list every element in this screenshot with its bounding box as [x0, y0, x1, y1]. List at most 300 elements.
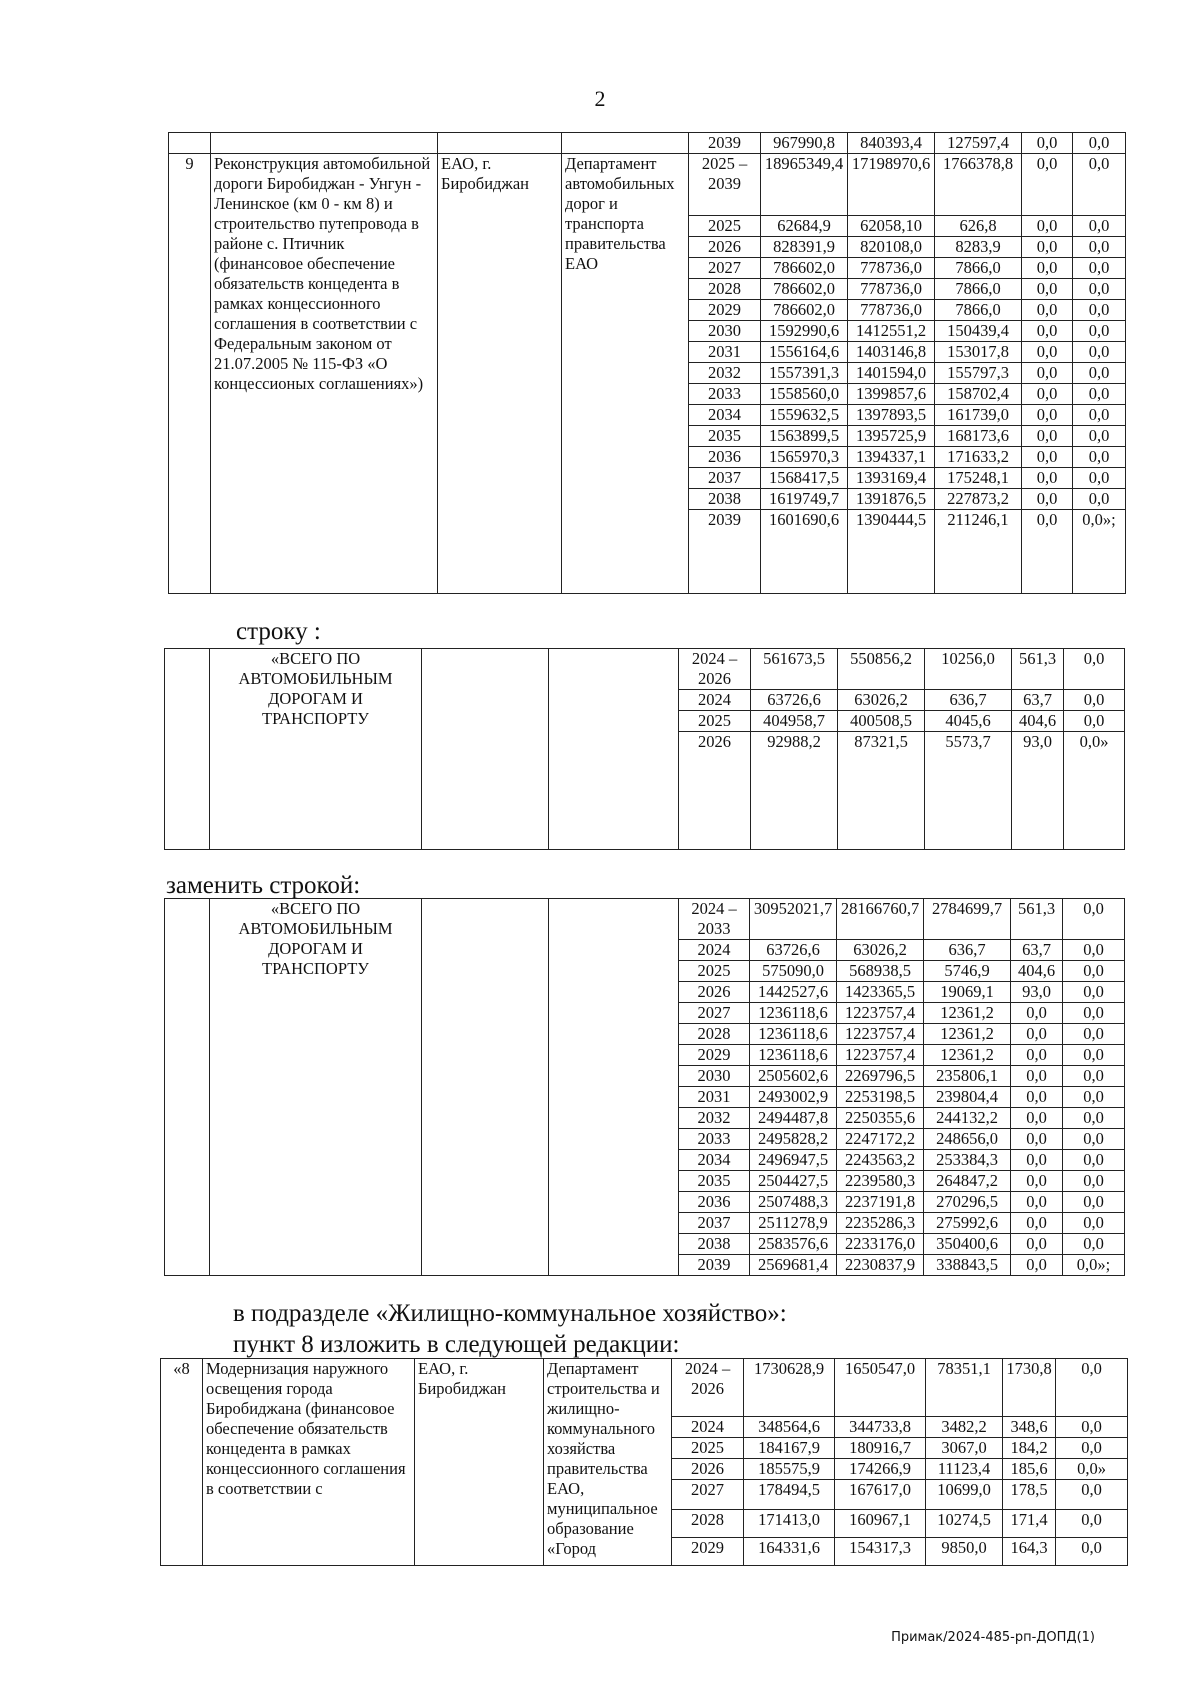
value-cell: 0,0	[1011, 1171, 1063, 1192]
year-cell: 2024	[679, 940, 750, 961]
value-cell: 0,0	[1063, 1129, 1125, 1150]
value-cell: 0,0	[1073, 468, 1126, 489]
value-cell: 1393169,4	[848, 468, 935, 489]
value-cell: 153017,8	[935, 342, 1022, 363]
value-cell: 158702,4	[935, 384, 1022, 405]
value-cell: 1394337,1	[848, 447, 935, 468]
value-cell: 62058,10	[848, 216, 935, 237]
value-cell: 1565970,3	[761, 447, 848, 468]
value-cell: 2504427,5	[750, 1171, 837, 1192]
value-cell: 636,7	[925, 690, 1012, 711]
value-cell: 168173,6	[935, 426, 1022, 447]
value-cell: 2237191,8	[837, 1192, 924, 1213]
value-cell: 2511278,9	[750, 1213, 837, 1234]
value-cell: 0,0	[1063, 982, 1125, 1003]
value-cell: 178,5	[1003, 1480, 1056, 1510]
value-cell: 0,0	[1063, 1066, 1125, 1087]
value-cell: 1236118,6	[750, 1045, 837, 1066]
year-cell: 2033	[689, 384, 761, 405]
year-cell: 2024 – 2026	[679, 649, 751, 690]
project-location: ЕАО, г. Биробиджан	[438, 154, 562, 594]
value-cell: 2243563,2	[837, 1150, 924, 1171]
value-cell: 78351,1	[926, 1359, 1003, 1417]
value-cell: 1236118,6	[750, 1024, 837, 1045]
empty-cell	[422, 649, 549, 850]
value-cell: 227873,2	[935, 489, 1022, 510]
value-cell: 1592990,6	[761, 321, 848, 342]
value-cell: 62684,9	[761, 216, 848, 237]
value-cell: 0,0	[1056, 1438, 1128, 1459]
value-cell: 0,0	[1063, 1213, 1125, 1234]
total-label: «ВСЕГО ПО АВТОМОБИЛЬНЫМ ДОРОГАМ И ТРАНСПОРТУ	[210, 649, 422, 850]
value-cell: 160967,1	[835, 1510, 926, 1538]
year-cell: 2024	[672, 1417, 744, 1438]
value-cell: 4045,6	[925, 711, 1012, 732]
year-cell: 2026	[689, 237, 761, 258]
value-cell: 30952021,7	[750, 899, 837, 940]
value-cell: 180916,7	[835, 1438, 926, 1459]
year-cell: 2031	[679, 1087, 750, 1108]
value-cell: 786602,0	[761, 279, 848, 300]
value-cell: 0,0	[1011, 1213, 1063, 1234]
year-cell: 2039	[679, 1255, 750, 1276]
value-cell: 171,4	[1003, 1510, 1056, 1538]
value-cell: 0,0»;	[1073, 510, 1126, 594]
heading-zamenit: заменить строкой:	[166, 872, 361, 899]
year-cell: 2025	[679, 711, 751, 732]
value-cell: 0,0	[1056, 1510, 1128, 1538]
value-cell: 1766378,8	[935, 154, 1022, 216]
value-cell: 0,0	[1011, 1234, 1063, 1255]
project-executor: Департамент автомобильных дорог и транспорта правительства ЕАО	[562, 154, 689, 594]
value-cell: 171413,0	[744, 1510, 835, 1538]
value-cell: 0,0	[1063, 1108, 1125, 1129]
value-cell: 63026,2	[838, 690, 925, 711]
value-cell: 840393,4	[848, 133, 935, 154]
value-cell: 0,0	[1064, 649, 1125, 690]
year-cell: 2031	[689, 342, 761, 363]
value-cell: 1223757,4	[837, 1003, 924, 1024]
table-row	[165, 899, 1125, 940]
value-cell: 828391,9	[761, 237, 848, 258]
value-cell: 561,3	[1012, 649, 1064, 690]
value-cell: 0,0	[1022, 489, 1073, 510]
value-cell: 3067,0	[926, 1438, 1003, 1459]
value-cell: 63726,6	[751, 690, 838, 711]
value-cell: 63726,6	[750, 940, 837, 961]
value-cell: 0,0	[1073, 447, 1126, 468]
value-cell: 0,0	[1073, 489, 1126, 510]
value-cell: 92988,2	[751, 732, 838, 850]
value-cell: 0,0	[1063, 899, 1125, 940]
value-cell: 175248,1	[935, 468, 1022, 489]
year-cell: 2038	[679, 1234, 750, 1255]
value-cell: 568938,5	[837, 961, 924, 982]
empty-cell	[211, 133, 438, 154]
value-cell: 167617,0	[835, 1480, 926, 1510]
year-cell: 2037	[689, 468, 761, 489]
value-cell: 1390444,5	[848, 510, 935, 594]
value-cell: 10256,0	[925, 649, 1012, 690]
value-cell: 0,0	[1064, 690, 1125, 711]
value-cell: 2493002,9	[750, 1087, 837, 1108]
year-cell: 2025	[689, 216, 761, 237]
year-cell: 2030	[689, 321, 761, 342]
value-cell: 275992,6	[924, 1213, 1011, 1234]
value-cell: 253384,3	[924, 1150, 1011, 1171]
value-cell: 161739,0	[935, 405, 1022, 426]
value-cell: 0,0	[1022, 468, 1073, 489]
value-cell: 2253198,5	[837, 1087, 924, 1108]
year-cell: 2028	[672, 1510, 744, 1538]
value-cell: 0,0»;	[1063, 1255, 1125, 1276]
year-cell: 2033	[679, 1129, 750, 1150]
table-row	[165, 649, 1125, 690]
year-cell: 2025	[679, 961, 750, 982]
value-cell: 561673,5	[751, 649, 838, 690]
value-cell: 0,0	[1022, 405, 1073, 426]
value-cell: 1619749,7	[761, 489, 848, 510]
value-cell: 1650547,0	[835, 1359, 926, 1417]
year-cell: 2025 – 2039	[689, 154, 761, 216]
value-cell: 0,0	[1011, 1024, 1063, 1045]
table-row	[169, 133, 1126, 154]
year-cell: 2034	[679, 1150, 750, 1171]
value-cell: 244132,2	[924, 1108, 1011, 1129]
value-cell: 3482,2	[926, 1417, 1003, 1438]
row-number: «8	[161, 1359, 203, 1566]
table-row	[161, 1359, 1128, 1417]
value-cell: 2269796,5	[837, 1066, 924, 1087]
value-cell: 0,0	[1011, 1087, 1063, 1108]
value-cell: 0,0	[1063, 1045, 1125, 1066]
total-roads-new-table	[164, 898, 1125, 1276]
value-cell: 0,0	[1073, 342, 1126, 363]
value-cell: 1399857,6	[848, 384, 935, 405]
value-cell: 0,0	[1056, 1538, 1128, 1566]
value-cell: 0,0	[1073, 300, 1126, 321]
value-cell: 0,0	[1063, 1003, 1125, 1024]
year-cell: 2029	[689, 300, 761, 321]
value-cell: 0,0	[1011, 1003, 1063, 1024]
value-cell: 0,0	[1022, 237, 1073, 258]
value-cell: 575090,0	[750, 961, 837, 982]
year-cell: 2036	[689, 447, 761, 468]
value-cell: 0,0	[1056, 1359, 1128, 1417]
value-cell: 154317,3	[835, 1538, 926, 1566]
value-cell: 248656,0	[924, 1129, 1011, 1150]
value-cell: 967990,8	[761, 133, 848, 154]
value-cell: 0,0	[1011, 1255, 1063, 1276]
project-name: Модернизация наружного освещения города Биробиджана (финансовое обеспечение обязательств концедента в рамках концессионного соглашения в соответствии с	[203, 1359, 415, 1566]
value-cell: 1556164,6	[761, 342, 848, 363]
value-cell: 2239580,3	[837, 1171, 924, 1192]
empty-cell	[169, 133, 211, 154]
value-cell: 1395725,9	[848, 426, 935, 447]
value-cell: 155797,3	[935, 363, 1022, 384]
value-cell: 404,6	[1011, 961, 1063, 982]
value-cell: 17198970,6	[848, 154, 935, 216]
value-cell: 2495828,2	[750, 1129, 837, 1150]
value-cell: 0,0	[1073, 237, 1126, 258]
value-cell: 12361,2	[924, 1045, 1011, 1066]
value-cell: 93,0	[1012, 732, 1064, 850]
value-cell: 1568417,5	[761, 468, 848, 489]
value-cell: 0,0	[1073, 133, 1126, 154]
year-cell: 2030	[679, 1066, 750, 1087]
value-cell: 239804,4	[924, 1087, 1011, 1108]
value-cell: 636,7	[924, 940, 1011, 961]
value-cell: 0,0	[1063, 1087, 1125, 1108]
year-cell: 2037	[679, 1213, 750, 1234]
value-cell: 0,0	[1022, 216, 1073, 237]
value-cell: 0,0	[1022, 447, 1073, 468]
value-cell: 1223757,4	[837, 1045, 924, 1066]
year-cell: 2024 – 2026	[672, 1359, 744, 1417]
table-row	[169, 154, 1126, 216]
value-cell: 0,0	[1064, 711, 1125, 732]
value-cell: 1401594,0	[848, 363, 935, 384]
value-cell: 0,0	[1063, 1024, 1125, 1045]
roads-table-row-9	[168, 132, 1126, 594]
value-cell: 0,0	[1022, 279, 1073, 300]
value-cell: 778736,0	[848, 258, 935, 279]
value-cell: 0,0	[1063, 1192, 1125, 1213]
value-cell: 786602,0	[761, 300, 848, 321]
value-cell: 19069,1	[924, 982, 1011, 1003]
year-cell: 2035	[689, 426, 761, 447]
value-cell: 344733,8	[835, 1417, 926, 1438]
value-cell: 0,0	[1011, 1150, 1063, 1171]
value-cell: 12361,2	[924, 1003, 1011, 1024]
value-cell: 184167,9	[744, 1438, 835, 1459]
value-cell: 270296,5	[924, 1192, 1011, 1213]
value-cell: 0,0	[1011, 1045, 1063, 1066]
value-cell: 174266,9	[835, 1459, 926, 1480]
value-cell: 7866,0	[935, 258, 1022, 279]
value-cell: 164331,6	[744, 1538, 835, 1566]
value-cell: 0,0	[1022, 154, 1073, 216]
value-cell: 0,0	[1063, 1234, 1125, 1255]
value-cell: 0,0	[1022, 342, 1073, 363]
value-cell: 786602,0	[761, 258, 848, 279]
value-cell: 150439,4	[935, 321, 1022, 342]
year-cell: 2039	[689, 510, 761, 594]
page-number: 2	[594, 86, 606, 111]
empty-cell	[422, 899, 549, 1276]
value-cell: 350400,6	[924, 1234, 1011, 1255]
year-cell: 2036	[679, 1192, 750, 1213]
value-cell: 1557391,3	[761, 363, 848, 384]
value-cell: 211246,1	[935, 510, 1022, 594]
value-cell: 1442527,6	[750, 982, 837, 1003]
value-cell: 404,6	[1012, 711, 1064, 732]
value-cell: 778736,0	[848, 300, 935, 321]
value-cell: 1423365,5	[837, 982, 924, 1003]
value-cell: 185575,9	[744, 1459, 835, 1480]
value-cell: 10274,5	[926, 1510, 1003, 1538]
value-cell: 1601690,6	[761, 510, 848, 594]
value-cell: 0,0	[1073, 363, 1126, 384]
value-cell: 0,0	[1022, 510, 1073, 594]
value-cell: 2569681,4	[750, 1255, 837, 1276]
value-cell: 0,0	[1022, 258, 1073, 279]
value-cell: 348564,6	[744, 1417, 835, 1438]
project-name: Реконструкция автомобильной дороги Биробиджан - Унгун - Ленинское (км 0 - км 8) и строительство путепровода в районе с. Птичник (финансовое обеспечение обязательств концедента в рамках концессионного соглашения в соответствии с Федеральным законом от 21.07.2005 № 115-ФЗ «О концессионых соглашениях»)	[211, 154, 438, 594]
project-executor: Департамент строительства и жилищно-коммунального хозяйства правительства ЕАО, муниципальное образование «Город	[544, 1359, 672, 1566]
year-cell: 2025	[672, 1438, 744, 1459]
value-cell: 164,3	[1003, 1538, 1056, 1566]
value-cell: 820108,0	[848, 237, 935, 258]
value-cell: 2507488,3	[750, 1192, 837, 1213]
value-cell: 0,0	[1056, 1417, 1128, 1438]
year-cell: 2029	[679, 1045, 750, 1066]
empty-cell	[438, 133, 562, 154]
value-cell: 0,0	[1063, 1150, 1125, 1171]
value-cell: 400508,5	[838, 711, 925, 732]
value-cell: 2496947,5	[750, 1150, 837, 1171]
project-location: ЕАО, г. Биробиджан	[415, 1359, 544, 1566]
document-code: Примак/2024-485-рп-ДОПД(1)	[891, 1630, 1095, 1645]
value-cell: 561,3	[1011, 899, 1063, 940]
heading-punkt: пункт 8 изложить в следующей редакции:	[233, 1331, 680, 1358]
value-cell: 1397893,5	[848, 405, 935, 426]
value-cell: 7866,0	[935, 300, 1022, 321]
value-cell: 0,0	[1063, 961, 1125, 982]
value-cell: 338843,5	[924, 1255, 1011, 1276]
year-cell: 2039	[689, 133, 761, 154]
year-cell: 2026	[679, 982, 750, 1003]
value-cell: 10699,0	[926, 1480, 1003, 1510]
value-cell: 2505602,6	[750, 1066, 837, 1087]
value-cell: 550856,2	[838, 649, 925, 690]
value-cell: 2235286,3	[837, 1213, 924, 1234]
value-cell: 0,0	[1073, 426, 1126, 447]
value-cell: 0,0	[1022, 133, 1073, 154]
empty-cell	[165, 899, 210, 1276]
value-cell: 178494,5	[744, 1480, 835, 1510]
value-cell: 0,0	[1011, 1129, 1063, 1150]
value-cell: 0,0	[1022, 300, 1073, 321]
year-cell: 2028	[679, 1024, 750, 1045]
value-cell: 0,0	[1011, 1108, 1063, 1129]
value-cell: 93,0	[1011, 982, 1063, 1003]
value-cell: 0,0	[1011, 1066, 1063, 1087]
value-cell: 0,0	[1063, 940, 1125, 961]
value-cell: 2230837,9	[837, 1255, 924, 1276]
value-cell: 235806,1	[924, 1066, 1011, 1087]
row-number: 9	[169, 154, 211, 594]
value-cell: 127597,4	[935, 133, 1022, 154]
value-cell: 1223757,4	[837, 1024, 924, 1045]
value-cell: 0,0	[1073, 279, 1126, 300]
year-cell: 2032	[689, 363, 761, 384]
year-cell: 2026	[672, 1459, 744, 1480]
year-cell: 2024 – 2033	[679, 899, 750, 940]
value-cell: 2233176,0	[837, 1234, 924, 1255]
value-cell: 1391876,5	[848, 489, 935, 510]
value-cell: 63026,2	[837, 940, 924, 961]
year-cell: 2038	[689, 489, 761, 510]
value-cell: 0,0	[1073, 405, 1126, 426]
value-cell: 184,2	[1003, 1438, 1056, 1459]
value-cell: 1558560,0	[761, 384, 848, 405]
value-cell: 1563899,5	[761, 426, 848, 447]
value-cell: 1403146,8	[848, 342, 935, 363]
value-cell: 1236118,6	[750, 1003, 837, 1024]
value-cell: 778736,0	[848, 279, 935, 300]
heading-podrazdel: в подразделе «Жилищно-коммунальное хозяйство»:	[233, 1300, 787, 1327]
value-cell: 264847,2	[924, 1171, 1011, 1192]
value-cell: 5746,9	[924, 961, 1011, 982]
value-cell: 1730,8	[1003, 1359, 1056, 1417]
value-cell: 0,0»	[1056, 1459, 1128, 1480]
value-cell: 0,0	[1073, 154, 1126, 216]
value-cell: 0,0	[1073, 258, 1126, 279]
year-cell: 2027	[679, 1003, 750, 1024]
value-cell: 2250355,6	[837, 1108, 924, 1129]
empty-cell	[549, 649, 679, 850]
value-cell: 404958,7	[751, 711, 838, 732]
value-cell: 0,0	[1022, 384, 1073, 405]
value-cell: 1412551,2	[848, 321, 935, 342]
value-cell: 0,0	[1056, 1480, 1128, 1510]
value-cell: 2583576,6	[750, 1234, 837, 1255]
value-cell: 28166760,7	[837, 899, 924, 940]
year-cell: 2027	[689, 258, 761, 279]
value-cell: 0,0	[1073, 321, 1126, 342]
year-cell: 2029	[672, 1538, 744, 1566]
value-cell: 1559632,5	[761, 405, 848, 426]
value-cell: 2784699,7	[924, 899, 1011, 940]
value-cell: 0,0	[1022, 363, 1073, 384]
value-cell: 18965349,4	[761, 154, 848, 216]
value-cell: 63,7	[1011, 940, 1063, 961]
value-cell: 63,7	[1012, 690, 1064, 711]
empty-cell	[165, 649, 210, 850]
value-cell: 0,0	[1063, 1171, 1125, 1192]
value-cell: 0,0	[1022, 321, 1073, 342]
year-cell: 2024	[679, 690, 751, 711]
year-cell: 2034	[689, 405, 761, 426]
year-cell: 2026	[679, 732, 751, 850]
empty-cell	[562, 133, 689, 154]
total-roads-old-table	[164, 648, 1125, 850]
housing-item-8-table	[160, 1358, 1128, 1566]
value-cell: 626,8	[935, 216, 1022, 237]
value-cell: 1730628,9	[744, 1359, 835, 1417]
value-cell: 2494487,8	[750, 1108, 837, 1129]
value-cell: 0,0	[1073, 216, 1126, 237]
value-cell: 11123,4	[926, 1459, 1003, 1480]
value-cell: 9850,0	[926, 1538, 1003, 1566]
heading-stroku: строку :	[236, 618, 321, 645]
year-cell: 2027	[672, 1480, 744, 1510]
value-cell: 5573,7	[925, 732, 1012, 850]
value-cell: 87321,5	[838, 732, 925, 850]
year-cell: 2035	[679, 1171, 750, 1192]
value-cell: 0,0	[1073, 384, 1126, 405]
value-cell: 8283,9	[935, 237, 1022, 258]
value-cell: 0,0»	[1064, 732, 1125, 850]
value-cell: 0,0	[1022, 426, 1073, 447]
value-cell: 0,0	[1011, 1192, 1063, 1213]
value-cell: 171633,2	[935, 447, 1022, 468]
total-label: «ВСЕГО ПО АВТОМОБИЛЬНЫМ ДОРОГАМ И ТРАНСПОРТУ	[210, 899, 422, 1276]
value-cell: 2247172,2	[837, 1129, 924, 1150]
value-cell: 7866,0	[935, 279, 1022, 300]
value-cell: 348,6	[1003, 1417, 1056, 1438]
